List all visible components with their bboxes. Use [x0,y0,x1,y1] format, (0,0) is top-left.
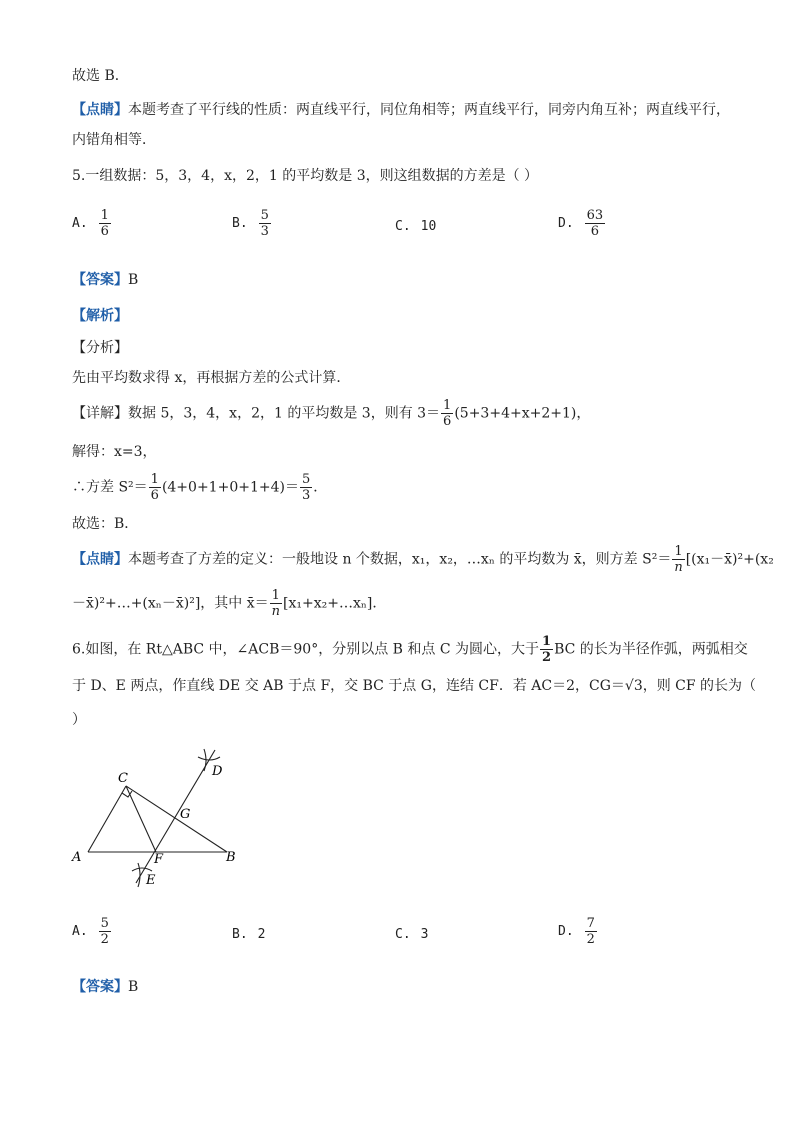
detail-tail: (5+3+4+x+2+1)， [454,405,591,422]
dianjing-text: －x̄)²+…+(xₙ－x̄)²]，其中 x̄＝ [72,595,269,612]
label-f: F [154,852,164,867]
numerator: 1 [542,634,552,649]
dianjing2-line2 [72,588,386,619]
option-value: 10 [420,219,437,234]
option-label: A. [72,924,88,939]
numerator: 7 [586,916,595,931]
denominator: 6 [443,414,452,429]
arc-mark-e1 [132,868,152,871]
fraction [259,208,271,239]
numerator: 1 [100,208,109,223]
dianjing-text: 本题考查了方差的定义：一般地设 n 个数据，x₁，x₂，…xₙ 的平均数为 x̄，则方差 S²＝ [128,551,672,568]
denominator: n [271,604,280,619]
arc-mark-d1 [198,757,220,760]
variance-mid: (4+0+1+0+1+4)＝ [161,479,299,496]
fenxi-line: 【分析】 [72,340,128,356]
label-g: G [180,807,191,822]
option-label: C. [395,218,411,234]
option-d [558,916,598,947]
option-c [395,218,436,234]
numerator: 63 [586,208,604,223]
option-a [72,208,112,239]
numerator: 5 [301,472,311,487]
dianjing-tail: [(x₁－x̄)²+(x₂ [685,551,774,568]
variance-line [72,472,327,503]
arc-mark-e2 [138,863,140,887]
geometry-figure [70,745,270,895]
answer-value: B [128,979,139,995]
numerator: 1 [270,588,282,604]
guxuan-line: 故选：B． [72,516,139,532]
option-label: D. [558,216,574,231]
answer-line [72,270,138,290]
answer-tag: 【答案】 [72,979,128,995]
fraction [300,472,312,503]
option-value: 2 [257,927,266,942]
numerator: 5 [100,916,109,931]
denominator: 3 [260,224,269,239]
denominator: 2 [586,932,595,947]
numerator: 1 [672,544,684,560]
detail-text: 数据 5，3，4，x，2，1 的平均数是 3，则有 3＝ [128,405,441,422]
fraction [99,208,111,239]
denominator: 6 [100,224,109,239]
fraction [270,588,282,619]
detail-tag: 【详解】 [72,405,128,422]
dianjing-tag: 【点睛】 [72,551,128,568]
denominator: 6 [150,488,159,503]
denominator: 6 [590,224,600,239]
label-b: B [226,850,236,865]
answer-value: B [128,272,139,288]
option-label: B. [232,216,248,231]
numerator: 1 [150,472,159,487]
option-label: B. [232,926,248,942]
numerator: 1 [443,398,452,413]
option-b [232,208,272,239]
fraction [585,916,597,947]
question-6 [72,634,748,665]
numerator: 5 [260,208,269,223]
dianjing-tail: [x₁+x₂+…xₙ]． [283,595,387,612]
denominator: 2 [100,932,109,947]
variance-prefix: ∴方差 S²＝ [72,479,148,496]
label-c: C [118,771,128,786]
fraction [672,544,684,575]
question-5: 5.一组数据：5，3，4，x，2，1 的平均数是 3，则这组数据的方差是（ ） [72,168,539,184]
jiexi-tag: 【解析】 [72,308,128,324]
dianjing2-line [72,544,774,575]
option-c [395,926,428,942]
label-d: D [212,764,223,779]
q6-text: 6.如图，在 Rt△ABC 中，∠ACB＝90°，分别以点 B 和点 C 为圆心，大于 [72,641,540,658]
answer-tag: 【答案】 [72,272,128,288]
dianjing-tag: 【点睛】 [72,102,128,118]
detail-line [72,398,590,429]
question-6-line2: 于 D、E 两点，作直线 DE 交 AB 于点 F，交 BC 于点 G，连结 CF．若 AC＝2，CG＝√3，则 CF 的长为（ [72,678,757,694]
option-label: D. [558,924,574,939]
fraction [149,472,161,503]
text-line: 故选 B． [72,68,129,84]
q6-text: BC 的长为半径作弧，两弧相交 [554,641,748,658]
denominator: 2 [542,650,552,665]
analysis-tag [72,306,128,326]
dianjing-text: 本题考查了平行线的性质：两直线平行，同位角相等；两直线平行，同旁内角互补；两直线平行， [128,102,730,118]
option-label: A. [72,216,88,231]
line-de [136,750,215,883]
denominator: n [674,560,683,575]
label-a: A [72,850,82,865]
fenxi-text: 先由平均数求得 x，再根据方差的公式计算． [72,370,351,386]
text-line [72,100,730,120]
option-b [232,926,265,942]
fraction [540,634,553,665]
segment-ac [88,786,126,852]
label-e: E [146,873,156,888]
answer-line [72,977,138,997]
option-label: C. [395,926,411,942]
solve-line: 解得：x=3， [72,444,157,460]
fraction [99,916,111,947]
option-value: 3 [420,927,429,942]
option-a [72,916,112,947]
option-d [558,208,606,239]
denominator: 3 [301,488,311,503]
text-line: 内错角相等． [72,132,156,148]
variance-end: ． [313,479,328,496]
fraction [585,208,606,239]
question-6-line3: ） [72,712,86,728]
fraction [441,398,453,429]
